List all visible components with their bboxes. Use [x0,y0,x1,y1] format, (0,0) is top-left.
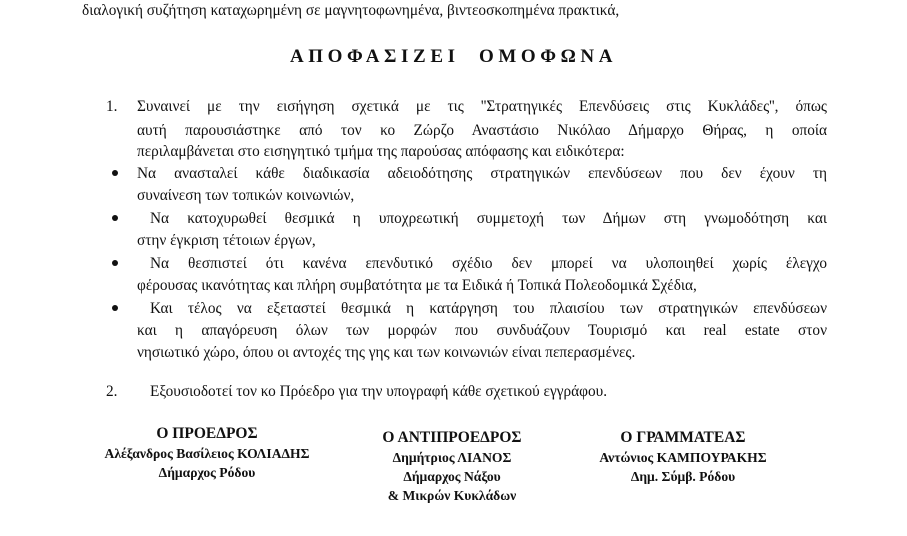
signature-title: Δημ. Σύμβ. Ρόδου [630,469,736,484]
intro-partial-line: διαλογική συζήτηση καταχωρημένη σε μαγνητοφωνημένα, βιντεοσκοπημένα πρακτικά, [82,2,620,19]
bullet-line: νησιωτικό χώρο, όπου οι αντοχές της γης και των κοινωνιών είναι πεπερασμένες. [137,344,636,361]
signature-title: Δήμαρχος Νάξου [403,469,501,484]
signature-role: Ο ΓΡΑΜΜΑΤΕΑΣ [620,429,746,446]
item-1-line: αυτή παρουσιάστηκε από τον κο Ζώρζο Αναστάσιο Νικόλαο Δήμαρχο Θήρας, η οποία [137,122,827,139]
bullet-line: συναίνεση των τοπικών κοινωνιών, [137,187,355,204]
signature-secretary [568,428,798,486]
item-number: 1. [106,98,118,115]
signature-role: Ο ΠΡΟΕΔΡΟΣ [156,425,258,442]
bullet-line: στην έγκριση τέτοιων έργων, [137,232,316,249]
bullet-dot [112,170,118,176]
bullet-line: Να κατοχυρωθεί θεσμικά η υποχρεωτική συμμετοχή των Δήμων στη γνωμοδότηση και [150,210,827,227]
signature-president [72,424,342,482]
bullet-dot [112,215,118,221]
bullet-line: Και τέλος να εξεταστεί θεσμικά η κατάργηση του πλαισίου των στρατηγικών επενδύσεων [150,300,827,317]
bullet-line: και η απαγόρευση όλων των μορφών που συνδυάζουν Τουρισμό και real estate στον [137,322,827,339]
decision-heading: ΑΠΟΦΑΣΙΖΕΙ ΟΜΟΦΩΝΑ [289,46,618,67]
bullet-line: φέρουσας ικανότητας και πλήρη συμβατότητα με τα Ειδικά ή Τοπικά Πολεοδομικά Σχέδια, [137,277,697,294]
bullet-dot [112,305,118,311]
bullet-dot [112,260,118,266]
signature-title: & Μικρών Κυκλάδων [387,488,517,503]
bullet-line: Να ανασταλεί κάθε διαδικασία αδειοδότησης στρατηγικών επενδύσεων που δεν έχουν τη [137,165,827,182]
item-1-line: Συναινεί με την εισήγηση σχετικά με τις ''Στρατηγικές Επενδύσεις στις Κυκλάδες'', όπως [137,98,827,115]
signature-name: Αντώνιος ΚΑΜΠΟΥΡΑΚΗΣ [599,450,767,465]
bullet-line: Να θεσπιστεί ότι κανένα επενδυτικό σχέδιο δεν μπορεί να υλοποιηθεί χωρίς έλεγχο [150,255,827,272]
item-1-line: περιλαμβάνεται στο εισηγητικό τμήμα της παρούσας απόφασης και ειδικότερα: [137,143,625,160]
signature-vice-president [347,428,557,505]
item-2-line: Εξουσιοδοτεί τον κο Πρόεδρο για την υπογραφή κάθε σχετικού εγγράφου. [150,383,608,400]
item-number: 2. [106,383,118,400]
signature-role: Ο ΑΝΤΙΠΡΟΕΔΡΟΣ [382,429,522,446]
signature-name: Δημήτριος ΛΙΑΝΟΣ [392,450,512,465]
signature-name: Αλέξανδρος Βασίλειος ΚΟΛΙΑΔΗΣ [104,446,310,461]
signature-title: Δήμαρχος Ρόδου [158,465,256,480]
